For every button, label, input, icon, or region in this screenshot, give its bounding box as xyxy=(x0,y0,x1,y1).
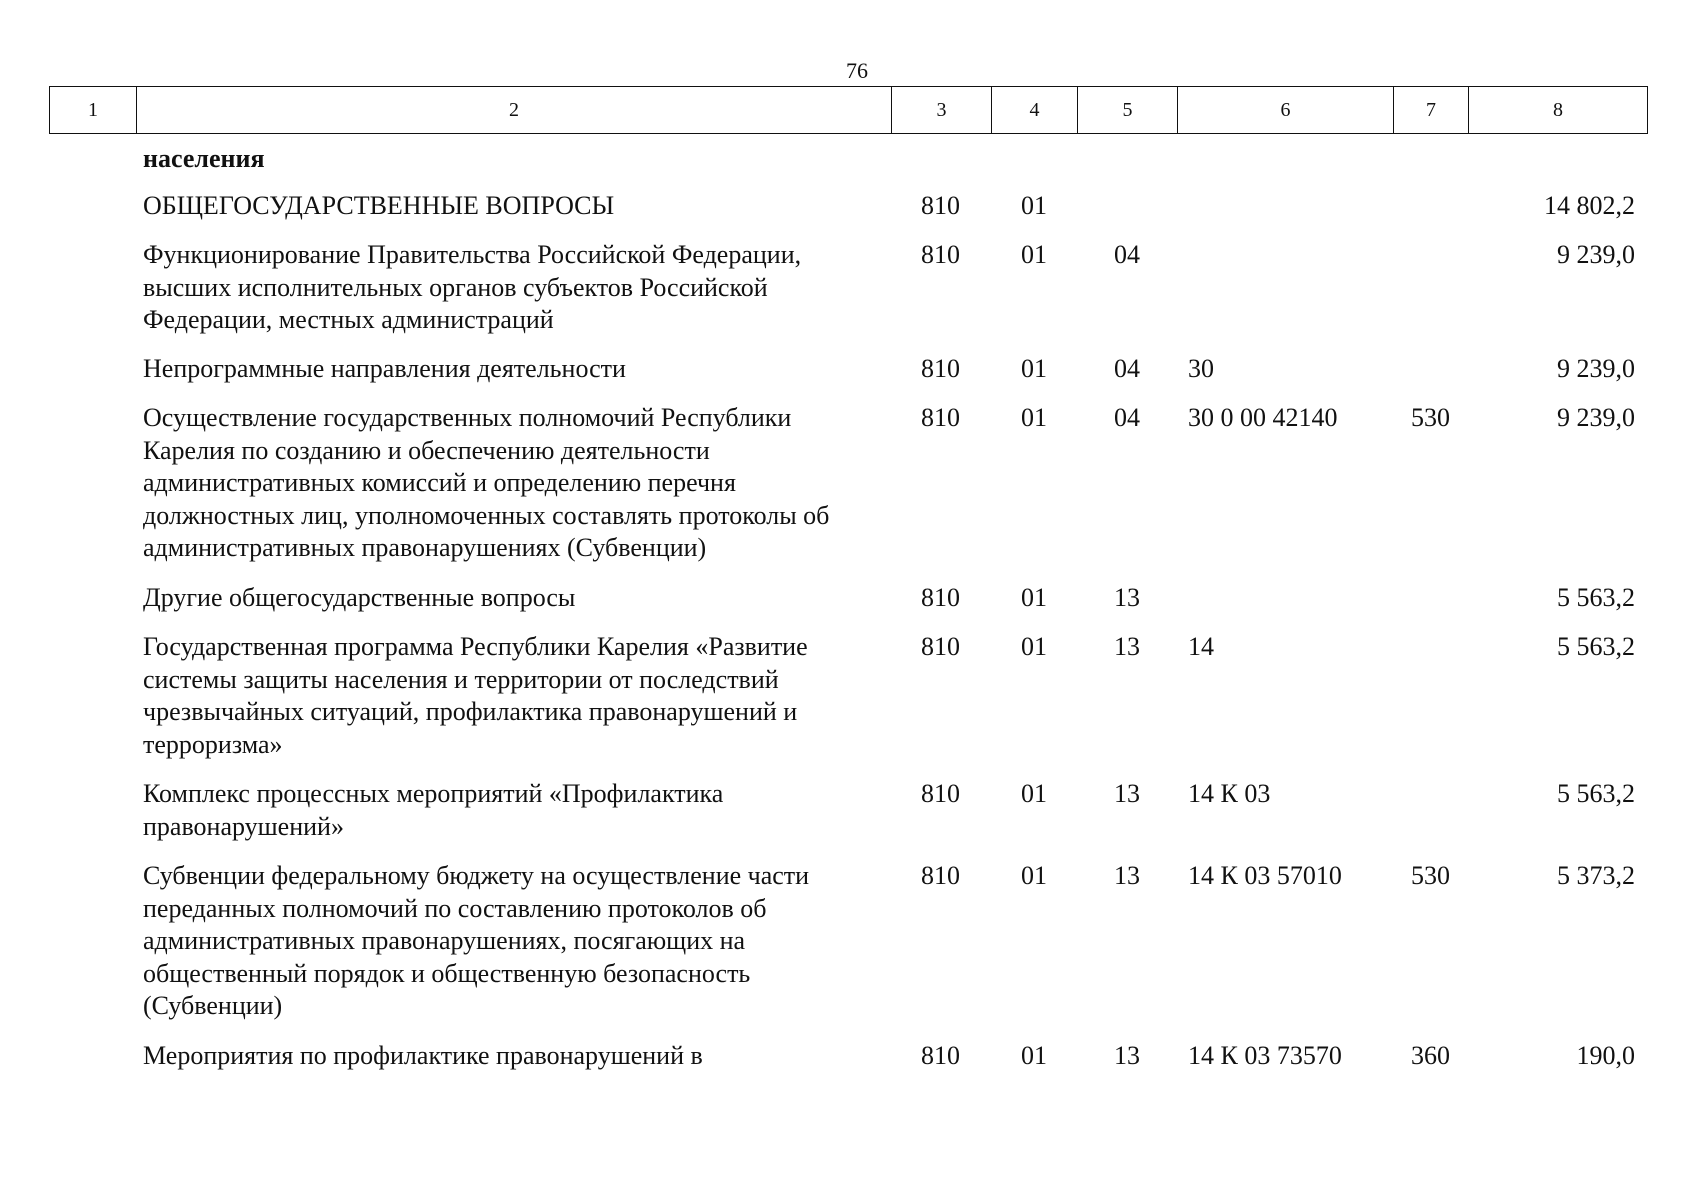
row-expense-type: 530 xyxy=(1411,403,1450,432)
row-ministry-code: 810 xyxy=(921,583,960,612)
row-section-code: 01 xyxy=(1021,583,1047,612)
row-expense-type: 530 xyxy=(1411,861,1450,890)
row-amount: 5 563,2 xyxy=(1557,632,1635,661)
row-amount: 190,0 xyxy=(1576,1041,1635,1070)
row-subsection-code: 13 xyxy=(1114,632,1140,661)
row-amount: 5 373,2 xyxy=(1557,861,1635,890)
header-col-6: 6 xyxy=(1178,87,1394,134)
row-target-code: 30 xyxy=(1188,354,1214,383)
row-subsection-code: 13 xyxy=(1114,861,1140,890)
row-name: Непрограммные направления деятельности xyxy=(143,354,626,383)
header-col-8: 8 xyxy=(1469,87,1648,134)
row-target-code: 14 xyxy=(1188,632,1214,661)
row-expense-type: 360 xyxy=(1411,1041,1450,1070)
column-number-header xyxy=(49,86,1648,134)
header-col-1: 1 xyxy=(50,87,137,134)
row-target-code: 14 К 03 xyxy=(1188,779,1271,808)
header-col-5: 5 xyxy=(1078,87,1178,134)
row-name: ОБЩЕГОСУДАРСТВЕННЫЕ ВОПРОСЫ xyxy=(143,191,615,220)
row-amount: 9 239,0 xyxy=(1557,354,1635,383)
row-section-code: 01 xyxy=(1021,403,1047,432)
row-subsection-code: 04 xyxy=(1114,354,1140,383)
row-target-code: 14 К 03 57010 xyxy=(1188,861,1342,890)
row-amount: 9 239,0 xyxy=(1557,240,1635,269)
row-name: Субвенции федеральному бюджету на осуществление части переданных полномочий по составлению протоколов об административных правонарушениях, посягающих на общественный порядок и общественную безопасность (Субвенции) xyxy=(143,861,810,1020)
row-ministry-code: 810 xyxy=(921,1041,960,1070)
row-section-code: 01 xyxy=(1021,861,1047,890)
row-name: Комплекс процессных мероприятий «Профилактика правонарушений» xyxy=(143,779,724,841)
row-name: Осуществление государственных полномочий Республики Карелия по созданию и обеспечению деятельности административных комиссий и определению перечня должностных лиц, уполномоченных составлять протоколы об административных правонарушениях (Субвенции) xyxy=(143,403,830,562)
row-ministry-code: 810 xyxy=(921,779,960,808)
header-col-7: 7 xyxy=(1394,87,1469,134)
row-amount: 5 563,2 xyxy=(1557,583,1635,612)
row-amount: 14 802,2 xyxy=(1544,191,1635,220)
row-section-code: 01 xyxy=(1021,354,1047,383)
row-section-code: 01 xyxy=(1021,191,1047,220)
row-name: Другие общегосударственные вопросы xyxy=(143,583,576,612)
row-target-code: 30 0 00 42140 xyxy=(1188,403,1338,432)
row-amount: 5 563,2 xyxy=(1557,779,1635,808)
row-ministry-code: 810 xyxy=(921,240,960,269)
header-col-4: 4 xyxy=(992,87,1078,134)
header-col-2: 2 xyxy=(137,87,892,134)
row-section-code: 01 xyxy=(1021,632,1047,661)
row-subsection-code: 13 xyxy=(1114,583,1140,612)
row-ministry-code: 810 xyxy=(921,861,960,890)
row-subsection-code: 04 xyxy=(1114,240,1140,269)
page-number: 76 xyxy=(846,58,868,83)
row-ministry-code: 810 xyxy=(921,403,960,432)
row-name: населения xyxy=(143,144,265,173)
row-name: Мероприятия по профилактике правонарушений в xyxy=(143,1041,703,1070)
row-subsection-code: 13 xyxy=(1114,1041,1140,1070)
row-amount: 9 239,0 xyxy=(1557,403,1635,432)
row-name: Функционирование Правительства Российской Федерации, высших исполнительных органов субъектов Российской Федерации, местных администраций xyxy=(143,240,802,334)
row-section-code: 01 xyxy=(1021,240,1047,269)
row-section-code: 01 xyxy=(1021,779,1047,808)
row-subsection-code: 13 xyxy=(1114,779,1140,808)
row-section-code: 01 xyxy=(1021,1041,1047,1070)
row-subsection-code: 04 xyxy=(1114,403,1140,432)
row-ministry-code: 810 xyxy=(921,632,960,661)
header-col-3: 3 xyxy=(892,87,992,134)
row-name: Государственная программа Республики Карелия «Развитие системы защиты населения и территории от последствий чрезвычайных ситуаций, профилактика правонарушений и терроризма» xyxy=(143,632,808,759)
row-ministry-code: 810 xyxy=(921,191,960,220)
row-ministry-code: 810 xyxy=(921,354,960,383)
row-target-code: 14 К 03 73570 xyxy=(1188,1041,1342,1070)
